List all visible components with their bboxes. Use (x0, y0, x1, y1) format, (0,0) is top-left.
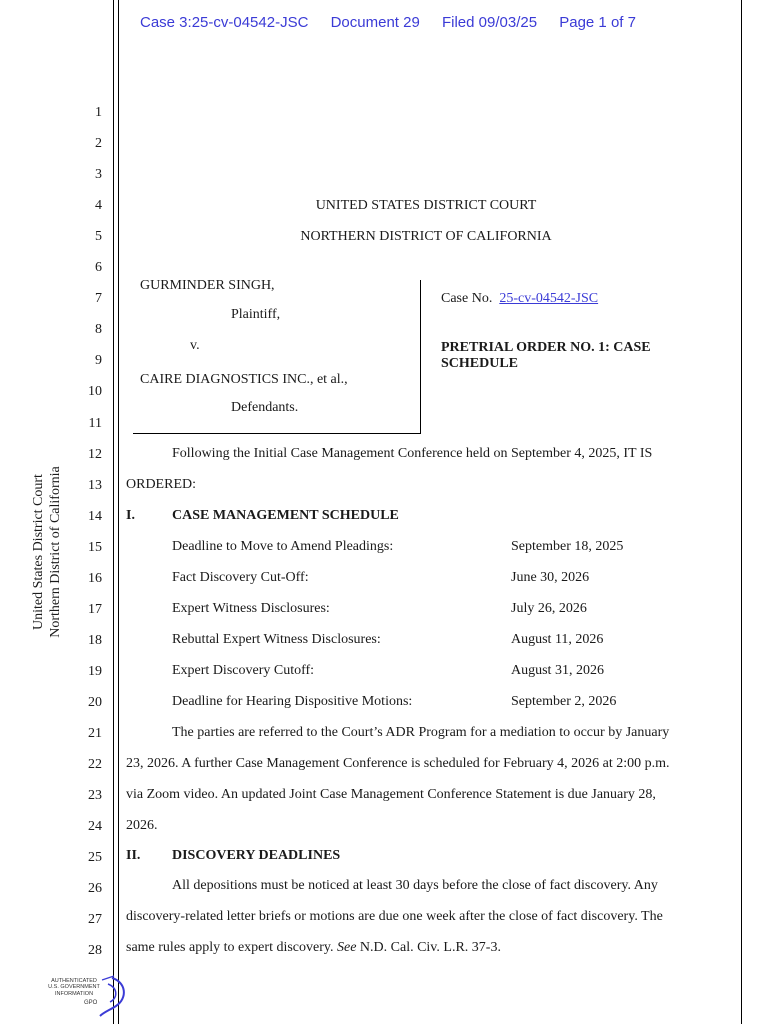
court-district: NORTHERN DISTRICT OF CALIFORNIA (300, 229, 552, 244)
gpo-line-3: INFORMATION (54, 990, 94, 997)
line-number: 4 (95, 198, 102, 213)
header-page-count: Page 1 of 7 (559, 14, 636, 31)
schedule-event: Fact Discovery Cut-Off: (172, 570, 309, 585)
line-number: 19 (88, 664, 102, 679)
case-number-label: Case No. (441, 291, 493, 306)
schedule-event: Rebuttal Expert Witness Disclosures: (172, 632, 381, 647)
line-number: 12 (88, 447, 102, 462)
line-number: 24 (88, 819, 102, 834)
schedule-date: September 18, 2025 (511, 539, 624, 554)
schedule-date: July 26, 2026 (511, 601, 587, 616)
adr-para-line-4: 2026. (126, 818, 158, 833)
court-side-label (30, 466, 64, 637)
discovery-para-line-3-pre: same rules apply to expert discovery. (126, 940, 337, 955)
line-number: 17 (88, 602, 102, 617)
line-number: 16 (88, 571, 102, 586)
schedule-event: Expert Discovery Cutoff: (172, 663, 315, 678)
line-number: 28 (88, 943, 102, 958)
see-signal: See (336, 940, 357, 955)
intro-line-2: ORDERED: (126, 477, 196, 492)
line-number: 18 (88, 633, 102, 648)
schedule-event: Deadline for Hearing Dispositive Motions: (172, 694, 413, 709)
discovery-para-line-2: discovery-related letter briefs or motions are due one week after the close of fact discovery. The (126, 909, 663, 924)
filing-header (140, 14, 654, 31)
gpo-line-1: AUTHENTICATED (51, 978, 97, 984)
adr-para-line-2: 23, 2026. A further Case Management Conference is scheduled for February 4, 2026 at 2:00 p.m. (126, 756, 670, 771)
line-number: 1 (95, 105, 102, 120)
line-number: 7 (95, 291, 102, 306)
schedule-date: June 30, 2026 (511, 570, 590, 585)
schedule-date: September 2, 2026 (511, 694, 617, 709)
schedule-event: Deadline to Move to Amend Pleadings: (172, 539, 394, 554)
line-number: 23 (88, 788, 102, 803)
line-number: 5 (95, 229, 102, 244)
defendant-role: Defendants. (231, 400, 299, 415)
line-number: 6 (95, 260, 102, 275)
versus: v. (190, 338, 200, 353)
line-number: 14 (88, 509, 102, 524)
gpo-mark: GPO (84, 1000, 98, 1006)
discovery-para-line-3-post: N.D. Cal. Civ. L.R. 37-3. (356, 940, 501, 955)
section-1-heading: CASE MANAGEMENT SCHEDULE (172, 508, 399, 523)
line-number: 11 (88, 416, 102, 431)
margin-rule-left-inner (118, 0, 119, 1024)
schedule-date: August 11, 2026 (511, 632, 604, 647)
header-case-number: Case 3:25-cv-04542-JSC (140, 14, 309, 31)
line-number: 15 (88, 540, 102, 555)
side-label-court: United States District Court (31, 474, 46, 630)
header-filed-date: Filed 09/03/25 (441, 14, 538, 31)
caption-divider-horizontal (133, 433, 421, 434)
gpo-line-2: U.S. GOVERNMENT (48, 984, 100, 991)
line-number: 26 (88, 881, 102, 896)
line-number: 10 (88, 384, 102, 399)
discovery-para-line-1: All depositions must be noticed at least 30 days before the close of fact discovery. Any (172, 878, 658, 893)
margin-rule-right (741, 0, 742, 1024)
order-title-line-1: PRETRIAL ORDER NO. 1: CASE (441, 340, 651, 355)
case-number-link[interactable]: 25-cv-04542-JSC (499, 291, 599, 306)
order-title-line-2: SCHEDULE (441, 356, 519, 371)
schedule-date: August 31, 2026 (511, 663, 604, 678)
line-number: 25 (88, 850, 102, 865)
line-number: 22 (88, 757, 102, 772)
line-number: 3 (95, 167, 102, 182)
line-number: 9 (95, 353, 102, 368)
plaintiff-role: Plaintiff, (231, 307, 281, 322)
section-2-heading: DISCOVERY DEADLINES (172, 848, 341, 863)
plaintiff-name: GURMINDER SINGH, (140, 278, 275, 293)
case-number-line (441, 291, 598, 307)
header-document-number: Document 29 (330, 14, 420, 31)
intro-line-1: Following the Initial Case Management Conference held on September 4, 2025, IT IS (172, 446, 653, 461)
line-number: 27 (88, 912, 102, 927)
adr-para-line-1: The parties are referred to the Court’s ADR Program for a mediation to occur by January (172, 725, 670, 740)
court-name: UNITED STATES DISTRICT COURT (315, 198, 537, 213)
schedule-event: Expert Witness Disclosures: (172, 601, 330, 616)
line-number: 13 (88, 478, 102, 493)
gpo-seal-icon (42, 974, 132, 1018)
line-number: 8 (95, 322, 102, 337)
line-number: 20 (88, 695, 102, 710)
section-1-number: I. (126, 508, 135, 523)
discovery-para-line-3 (126, 940, 501, 956)
side-label-district: Northern District of California (48, 466, 63, 638)
adr-para-line-3: via Zoom video. An updated Joint Case Management Conference Statement is due January 28, (126, 787, 656, 802)
line-number: 2 (95, 136, 102, 151)
margin-rule-left-outer (113, 0, 114, 1024)
line-number: 21 (88, 726, 102, 741)
caption-divider-vertical (420, 280, 421, 433)
defendant-name: CAIRE DIAGNOSTICS INC., et al., (140, 372, 348, 387)
section-2-number: II. (126, 848, 141, 863)
